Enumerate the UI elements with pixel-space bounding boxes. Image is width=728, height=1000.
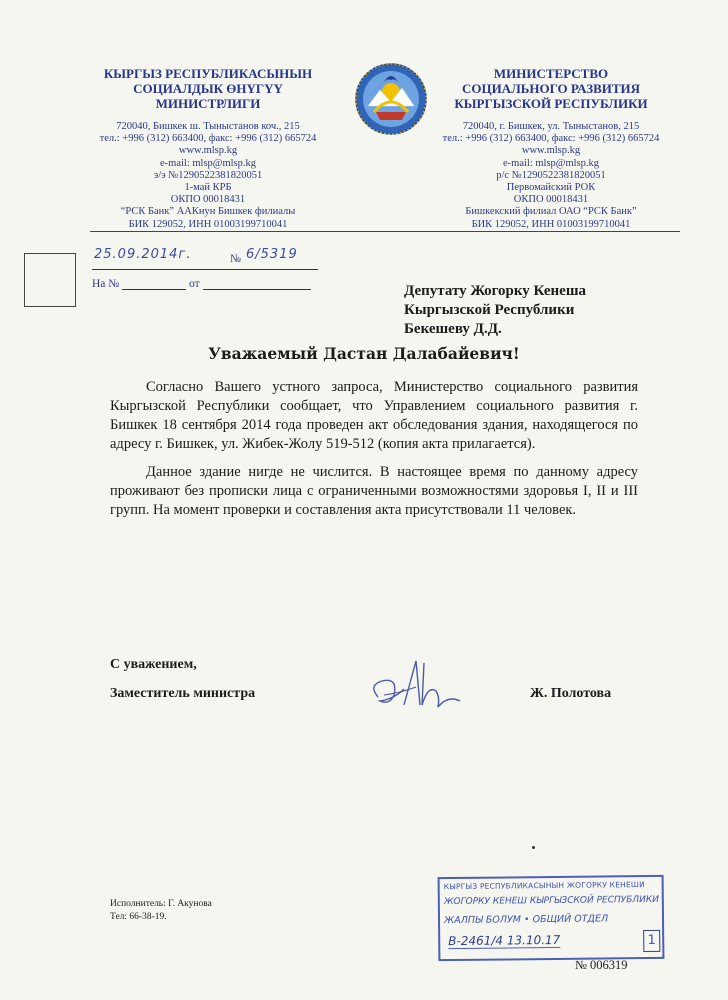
handwritten-signature [364, 655, 474, 723]
reply-number-label: На № [92, 278, 120, 290]
addressee-line: Депутату Жогорку Кенеша [404, 283, 586, 299]
info-line: Первомайский РОК [506, 182, 596, 194]
closing-phrase: С уважением, [110, 657, 197, 672]
handwritten-date: 25.09.2014г. [94, 247, 192, 262]
letterhead-right-title-line: МИНИСТЕРСТВО [493, 66, 609, 81]
signer-position: Заместитель министра [110, 686, 256, 701]
executor-line: Тел: 66-38-19. [110, 912, 167, 922]
body-paragraph: Данное здание нигде не числится. В настоящее время по данному адресу проживают без прописки лица с ограниченными возможностями здоровья I, II и III групп. На момент проверки и составления акта присутствовали 11 человек. [110, 464, 638, 518]
info-line: 720040, г. Бишкек, ул. Тыныстанов, 215 [462, 121, 640, 132]
info-line: 720040, Бишкек ш. Тыныстанов коч., 215 [116, 121, 300, 132]
incoming-registration-stamp [438, 875, 665, 961]
addressee-line: Бекешеву Д.Д. [404, 321, 502, 337]
letterhead-right-title-line: СОЦИАЛЬНОГО РАЗВИТИЯ [461, 81, 641, 96]
info-line: www.mlsp.kg [178, 145, 238, 157]
letterhead-right-title [420, 66, 682, 111]
info-line: 1-май КРБ [184, 182, 232, 194]
form-serial-number: № 006319 [575, 958, 628, 972]
info-line: тел.: +996 (312) 663400, факс: +996 (312) 665724 [99, 133, 317, 145]
letterhead-left-info [84, 121, 332, 231]
info-line: э/э №1290522381820051 [153, 169, 263, 181]
body-paragraph: Согласно Вашего устного запроса, Министерство социального развития Кыргызской Республики сообщает, что Управлением социального развития г. Бишкек 18 сентября 2014 года проведен акт обследования здания, находящегося по адресу г. Бишкек, ул. Жибек-Жолу 519-512 (копия акта прилагается). [110, 379, 638, 452]
stamp-box-number: 1 [643, 930, 660, 952]
signer-name: Ж. Полотова [530, 686, 612, 701]
executor-info [110, 898, 212, 924]
letterhead-right-title-line: КЫРГЫЗСКОЙ РЕСПУБЛИКИ [454, 96, 648, 111]
stamp-line: ЖАЛПЫ БОЛУМ • ОБЩИЙ ОТДЕЛ [443, 913, 609, 927]
info-line: ОКПО 00018431 [170, 194, 246, 206]
stamp-line: ЖОГОРКУ КЕНЕШ КЫРГЫЗСКОЙ РЕСПУБЛИКИ [443, 894, 660, 908]
reply-date-blank [203, 277, 311, 290]
letterhead-left-title [88, 66, 328, 111]
letterhead-divider [90, 231, 680, 232]
info-line: e-mail: mlsp@mlsp.kg [160, 157, 256, 169]
reply-reference-line [92, 277, 311, 290]
letterhead-right-info [420, 121, 682, 231]
addressee-block [404, 282, 586, 339]
letterhead-left-title-line: КЫРГЫЗ РЕСПУБЛИКАСЫНЫН [103, 66, 313, 81]
info-line: e-mail: mlsp@mlsp.kg [503, 157, 599, 169]
info-line: www.mlsp.kg [521, 145, 581, 157]
stamp-line: КЫРГЫЗ РЕСПУБЛИКАСЫНЫН ЖОГОРКУ КЕНЕШИ [443, 880, 645, 892]
salutation: Уважаемый Дастан Далабайевич! [208, 344, 520, 363]
info-line: БИК 129052, ИНН 01003199710041 [128, 218, 288, 230]
info-line: ОКПО 00018431 [513, 194, 589, 206]
addressee-line: Кыргызской Республики [404, 302, 575, 318]
reply-from-label: от [189, 278, 200, 290]
handwritten-number: 6/5319 [246, 247, 298, 262]
info-line: “РСК Банк” ААКнун Бишкек филиалы [120, 206, 296, 218]
letter-body [110, 378, 638, 529]
info-line: Бишкекский филиал ОАО “РСК Банк” [465, 206, 637, 218]
outgoing-number-label: № [230, 253, 241, 265]
ink-dot [532, 846, 535, 849]
info-line: БИК 129052, ИНН 01003199710041 [471, 218, 631, 230]
info-line: тел.: +996 (312) 663400, факс: +996 (312) 665724 [442, 133, 660, 145]
letterhead-left-title-line: МИНИСТРЛИГИ [155, 96, 261, 111]
stamp-handwritten-entry: В-2461/4 13.10.17 [448, 932, 561, 949]
letterhead-left-title-line: СОЦИАЛДЫК ӨНҮГҮҮ [133, 81, 283, 96]
state-emblem-icon [354, 62, 428, 136]
executor-line: Исполнитель: Г. Акунова [110, 899, 212, 909]
info-line: р/с №1290522381820051 [496, 169, 606, 181]
reply-number-blank [122, 277, 186, 290]
registration-box [24, 253, 76, 307]
